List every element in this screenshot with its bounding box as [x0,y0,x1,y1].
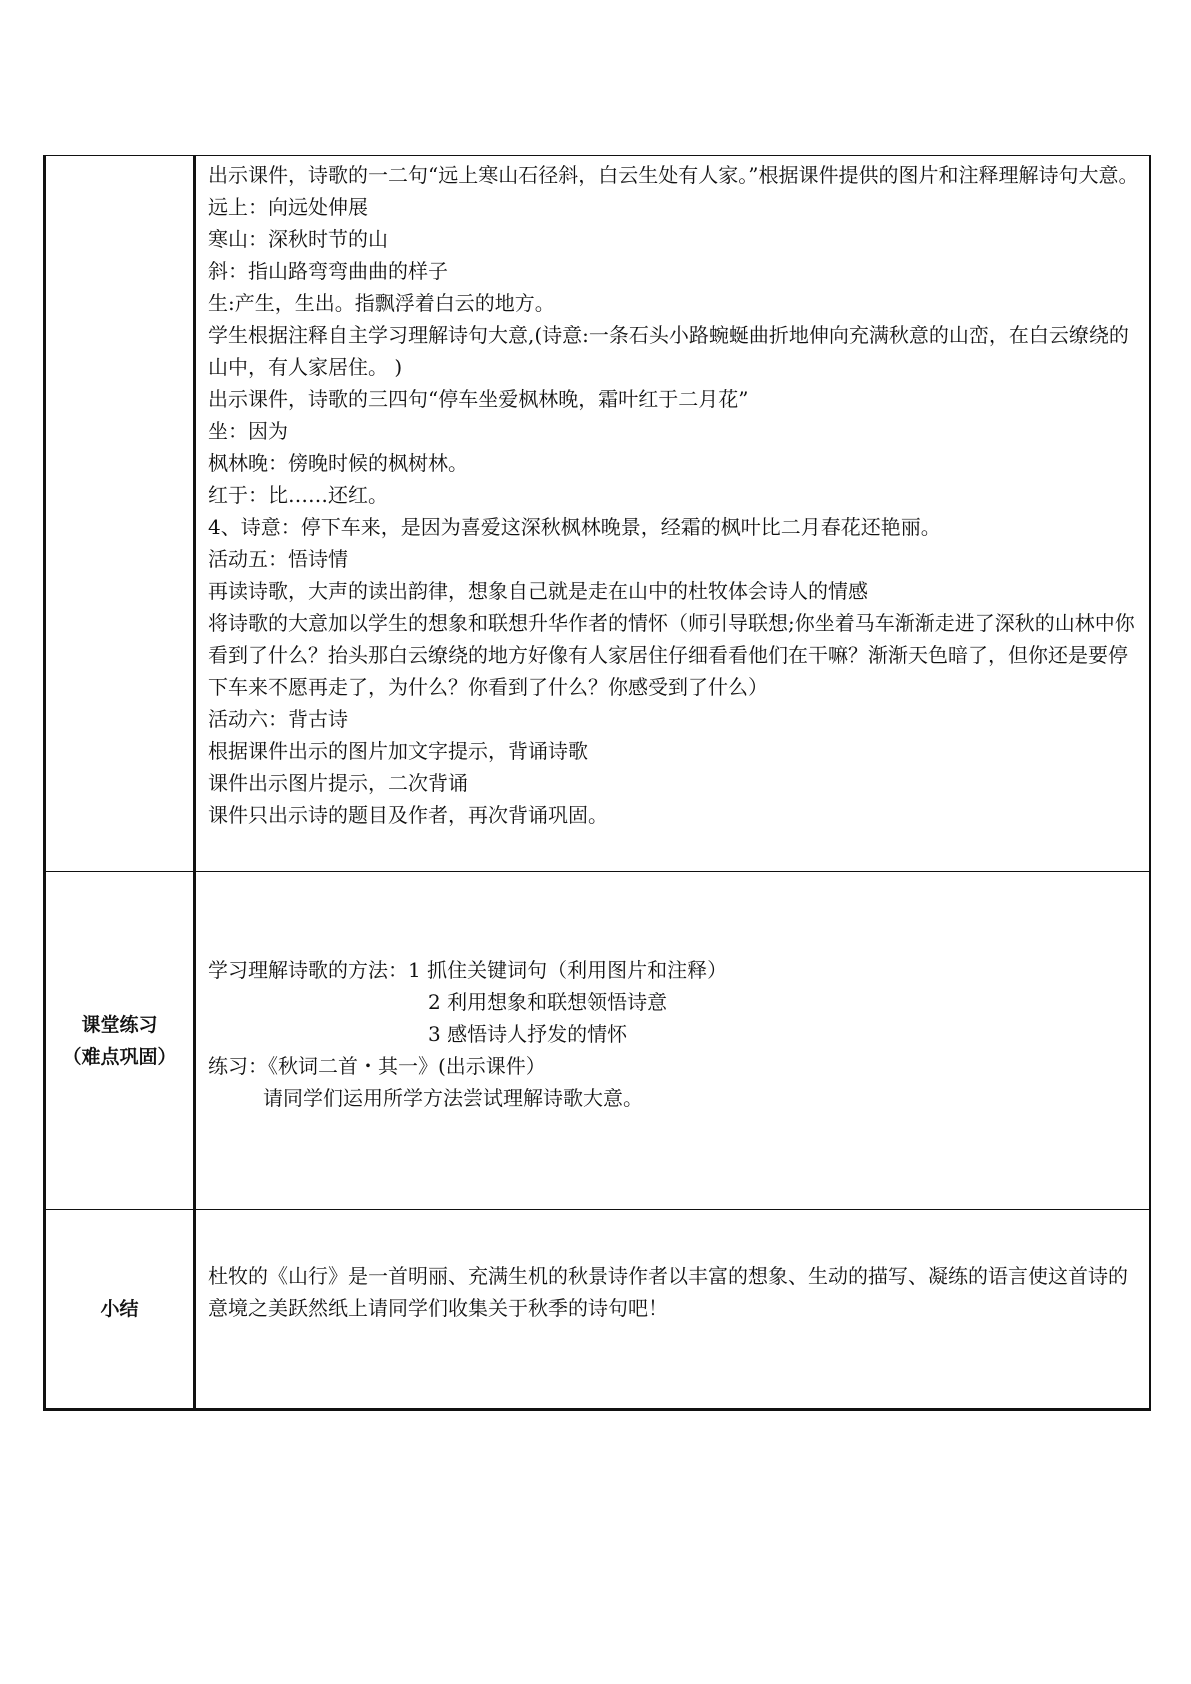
activity-row [45,156,1150,872]
activity-line: 坐：因为 [208,419,288,443]
activity-line: 再读诗歌，大声的读出韵律，想象自己就是走在山中的杜牧体会诗人的情感 [208,579,868,603]
summary-label: 小结 [100,1298,139,1320]
practice-label: 课堂练习 [81,1013,158,1036]
activity-line: 红于：比……还红。 [208,483,388,507]
practice-label-cell [45,872,195,1210]
activity-content-cell [195,156,1150,872]
activity-line: 课件出示图片提示，二次背诵 [208,771,468,795]
activity-line: 课件只出示诗的题目及作者，再次背诵巩固。 [208,803,608,827]
summary-row [45,1210,1150,1410]
summary-label-cell [45,1210,195,1410]
method-intro: 学习理解诗歌的方法：1 抓住关键词句（利用图片和注释） [208,958,728,982]
exercise-task: 请同学们运用所学方法尝试理解诗歌大意。 [263,1086,643,1110]
lesson-plan-table [43,155,1151,1411]
activity-line: 学生根据注释自主学习理解诗句大意,(诗意:一条石头小路蜿蜒曲折地伸向充满秋意的山峦，在白云缭绕的山中，有人家居住。 ) [208,323,1129,379]
activity-line: 生:产生，生出。指飘浮着白云的地方。 [208,291,555,315]
activity-line: 出示课件，诗歌的一二句“远上寒山石径斜，白云生处有人家。”根据课件提供的图片和注释理解诗句大意。 [208,163,1139,187]
activity-line: 远上：向远处伸展 [208,195,368,219]
activity-line: 出示课件，诗歌的三四句“停车坐爱枫林晚，霜叶红于二月花” [208,387,749,411]
summary-content-cell [195,1210,1150,1410]
activity-label-cell [45,156,195,872]
practice-sublabel: （难点巩固） [62,1045,177,1068]
activity-line: 枫林晚：傍晚时候的枫树林。 [208,451,468,475]
activity-line: 寒山：深秋时节的山 [208,227,388,251]
practice-content [196,872,1149,1114]
method-item: 2 利用想象和联想领悟诗意 [428,990,668,1014]
activity-content [196,156,1149,831]
activity-line: 斜：指山路弯弯曲曲的样子 [208,259,448,283]
summary-text: 杜牧的《山行》是一首明丽、充满生机的秋景诗作者以丰富的想象、生动的描写、凝练的语言使这首诗的意境之美跃然纸上请同学们收集关于秋季的诗句吧！ [208,1264,1128,1320]
method-item: 3 感悟诗人抒发的情怀 [428,1022,628,1046]
practice-content-cell [195,872,1150,1210]
activity-heading: 活动五：悟诗情 [208,547,348,571]
activity-line: 4、诗意：停下车来，是因为喜爱这深秋枫林晚景，经霜的枫叶比二月春花还艳丽。 [208,515,941,539]
activity-line: 根据课件出示的图片加文字提示，背诵诗歌 [208,739,588,763]
activity-line: 将诗歌的大意加以学生的想象和联想升华作者的情怀（师引导联想;你坐着马车渐渐走进了深秋的山林中你看到了什么？抬头那白云缭绕的地方好像有人家居住仔细看看他们在干嘛？渐渐天色暗了，但你还是要停下车来不愿再走了，为什么？你看到了什么？你感受到了什么） [208,611,1135,699]
activity-heading: 活动六：背古诗 [208,707,348,731]
exercise-line: 练习：《秋词二首・其一》(出示课件） [208,1054,546,1078]
summary-content [196,1210,1149,1324]
practice-row [45,872,1150,1210]
